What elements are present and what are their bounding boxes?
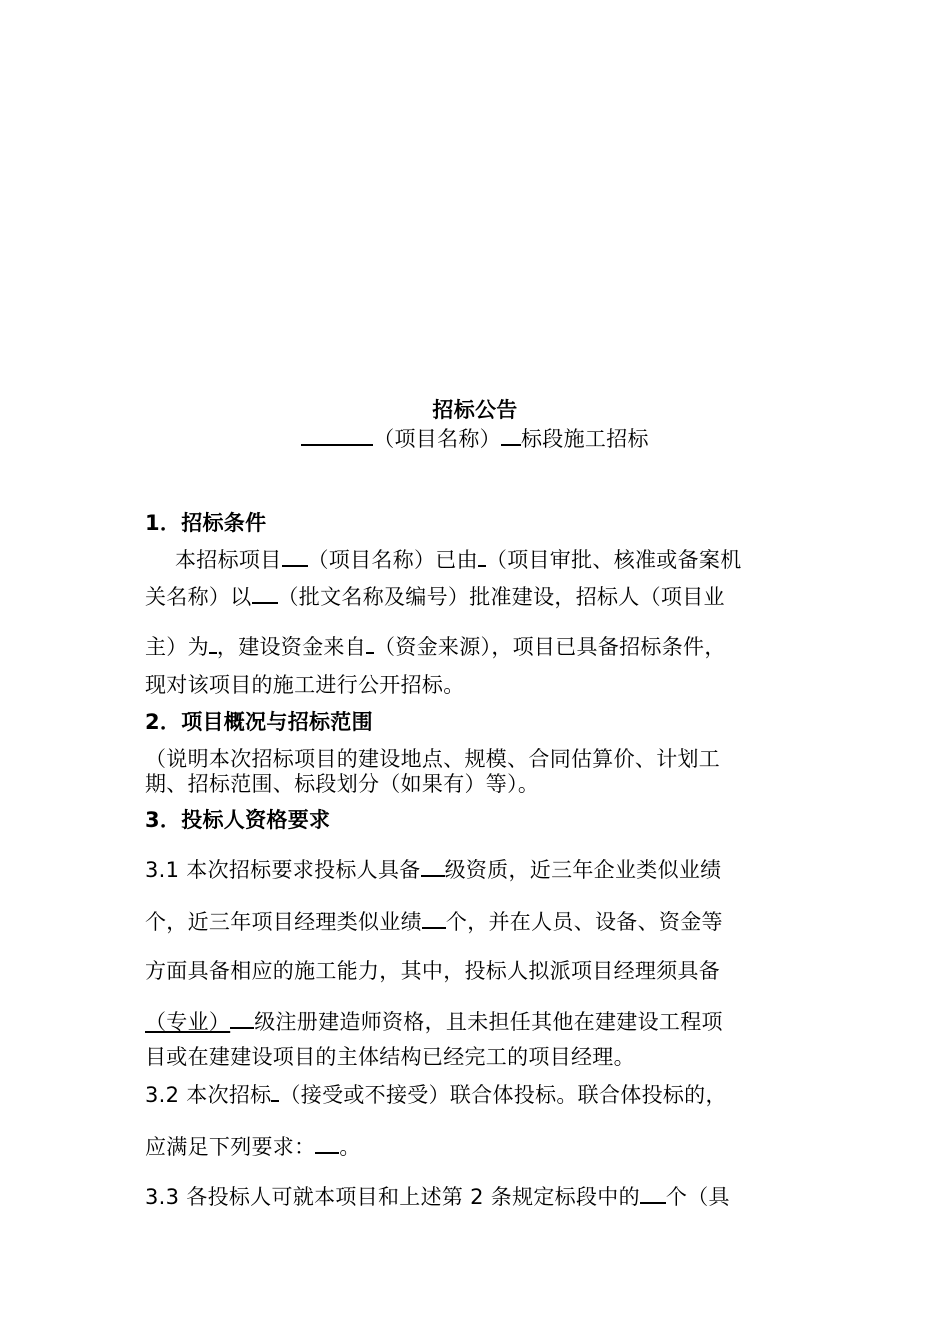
paragraph-line: 3.2 本次招标 （接受或不接受）联合体投标。联合体投标的， [145, 1080, 727, 1109]
paragraph-line: 目或在建建设项目的主体结构已经完工的项目经理。 [145, 1045, 635, 1069]
blank-field [230, 1007, 254, 1029]
blank-field [209, 632, 217, 654]
paragraph-line: 方面具备相应的施工能力，其中，投标人拟派项目经理须具备 [145, 959, 721, 983]
blank-field [301, 424, 373, 446]
paragraph-line: 期、招标范围、标段划分（如果有）等）。 [145, 772, 540, 796]
section-heading-2: 2．项目概况与招标范围 [145, 710, 373, 734]
blank-field [478, 545, 486, 567]
paragraph-line: （说明本次招标项目的建设地点、规模、合同估算价、计划工 [145, 747, 721, 771]
paragraph-line: 现对该项目的施工进行公开招标。 [145, 673, 465, 697]
paragraph-line: 主）为 ，建设资金来自 （资金来源），项目已具备招标条件， [145, 632, 726, 661]
blank-field [282, 545, 308, 567]
paragraph-line: 3.1 本次招标要求投标人具备 级资质，近三年企业类似业绩 [145, 855, 721, 884]
paragraph-line: 关名称）以 （批文名称及编号）批准建设，招标人（项目业 [145, 582, 725, 611]
blank-field [640, 1182, 666, 1204]
blank-field [501, 424, 521, 446]
blank-field [422, 907, 446, 929]
blank-field [366, 632, 374, 654]
paragraph-line: （专业） 级注册建造师资格，且未担任其他在建建设工程项 [145, 1007, 723, 1036]
doc-subtitle: （项目名称） 标段施工招标 [0, 424, 950, 453]
section-heading-3: 3．投标人资格要求 [145, 808, 331, 832]
blank-field [252, 582, 278, 604]
paragraph-line: 本招标项目 （项目名称）已由 （项目审批、核准或备案机 [175, 545, 742, 574]
blank-field [315, 1132, 339, 1154]
paragraph-line: 3.3 各投标人可就本项目和上述第 2 条规定标段中的 个（具 [145, 1182, 730, 1211]
paragraph-line: 应满足下列要求： 。 [145, 1132, 361, 1161]
blank-field [421, 855, 445, 877]
section-heading-1: 1．招标条件 [145, 511, 267, 535]
paragraph-line: 个，近三年项目经理类似业绩 个，并在人员、设备、资金等 [145, 907, 723, 936]
doc-title: 招标公告 [432, 398, 518, 422]
